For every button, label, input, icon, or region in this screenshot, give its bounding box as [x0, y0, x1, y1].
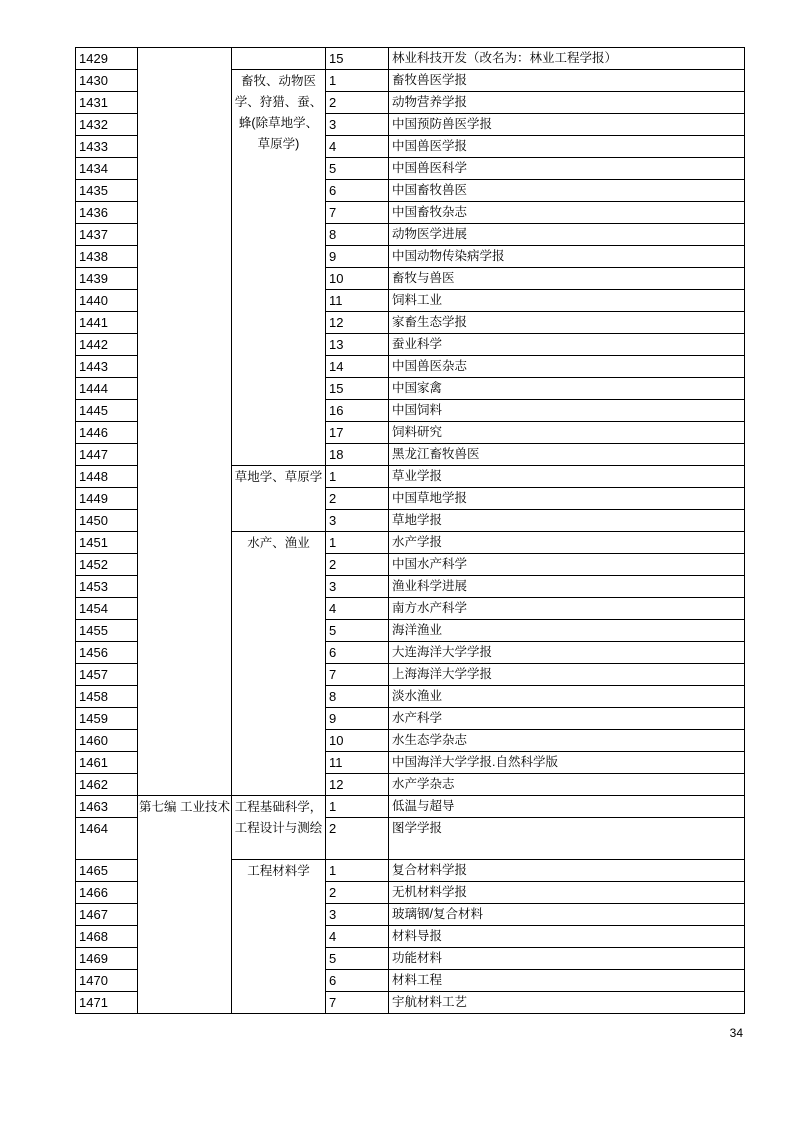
sequence-number: 11 — [326, 752, 389, 774]
journal-title: 草地学报 — [389, 510, 745, 532]
row-number: 1461 — [76, 752, 138, 774]
journal-title: 中国兽医杂志 — [389, 356, 745, 378]
sequence-number: 16 — [326, 400, 389, 422]
journal-title: 复合材料学报 — [389, 860, 745, 882]
journal-title: 中国畜牧杂志 — [389, 202, 745, 224]
journal-title: 中国家禽 — [389, 378, 745, 400]
row-number: 1456 — [76, 642, 138, 664]
journal-title: 畜牧与兽医 — [389, 268, 745, 290]
journal-title: 水产学报 — [389, 532, 745, 554]
journal-title: 南方水产科学 — [389, 598, 745, 620]
sequence-number: 10 — [326, 730, 389, 752]
sequence-number: 2 — [326, 818, 389, 860]
journal-title: 水产学杂志 — [389, 774, 745, 796]
row-number: 1458 — [76, 686, 138, 708]
row-number: 1459 — [76, 708, 138, 730]
row-number: 1452 — [76, 554, 138, 576]
row-number: 1432 — [76, 114, 138, 136]
sequence-number: 4 — [326, 136, 389, 158]
subject-category-cell: 工程材料学 — [232, 860, 326, 1014]
journal-title: 无机材料学报 — [389, 882, 745, 904]
journal-title: 材料导报 — [389, 926, 745, 948]
journal-title: 宇航材料工艺 — [389, 992, 745, 1014]
row-number: 1430 — [76, 70, 138, 92]
subject-category-cell: 草地学、草原学 — [232, 466, 326, 532]
sequence-number: 5 — [326, 158, 389, 180]
journal-title: 饲料工业 — [389, 290, 745, 312]
row-number: 1445 — [76, 400, 138, 422]
journal-title: 功能材料 — [389, 948, 745, 970]
row-number: 1471 — [76, 992, 138, 1014]
journal-title: 淡水渔业 — [389, 686, 745, 708]
journal-title: 家畜生态学报 — [389, 312, 745, 334]
sequence-number: 9 — [326, 246, 389, 268]
row-number: 1463 — [76, 796, 138, 818]
row-number: 1468 — [76, 926, 138, 948]
journal-title: 中国动物传染病学报 — [389, 246, 745, 268]
sequence-number: 7 — [326, 202, 389, 224]
row-number: 1448 — [76, 466, 138, 488]
sequence-number: 1 — [326, 70, 389, 92]
row-number: 1431 — [76, 92, 138, 114]
row-number: 1465 — [76, 860, 138, 882]
sequence-number: 18 — [326, 444, 389, 466]
row-number: 1429 — [76, 48, 138, 70]
row-number: 1462 — [76, 774, 138, 796]
sequence-number: 2 — [326, 882, 389, 904]
sequence-number: 12 — [326, 774, 389, 796]
sequence-number: 1 — [326, 860, 389, 882]
row-number: 1467 — [76, 904, 138, 926]
journal-title: 林业科技开发（改名为：林业工程学报） — [389, 48, 745, 70]
journal-title: 动物营养学报 — [389, 92, 745, 114]
subject-category-cell: 水产、渔业 — [232, 532, 326, 796]
subject-category-cell — [232, 48, 326, 70]
row-number: 1442 — [76, 334, 138, 356]
row-number: 1454 — [76, 598, 138, 620]
journal-title: 玻璃钢/复合材料 — [389, 904, 745, 926]
journal-title: 水生态学杂志 — [389, 730, 745, 752]
journal-title: 渔业科学进展 — [389, 576, 745, 598]
journal-title: 蚕业科学 — [389, 334, 745, 356]
row-number: 1460 — [76, 730, 138, 752]
sequence-number: 5 — [326, 620, 389, 642]
journal-title: 中国水产科学 — [389, 554, 745, 576]
sequence-number: 15 — [326, 378, 389, 400]
sequence-number: 4 — [326, 598, 389, 620]
row-number: 1440 — [76, 290, 138, 312]
journal-title: 海洋渔业 — [389, 620, 745, 642]
sequence-number: 8 — [326, 686, 389, 708]
sequence-number: 10 — [326, 268, 389, 290]
journal-title: 中国兽医科学 — [389, 158, 745, 180]
journal-title: 上海海洋大学学报 — [389, 664, 745, 686]
journal-title: 低温与超导 — [389, 796, 745, 818]
row-number: 1451 — [76, 532, 138, 554]
row-number: 1447 — [76, 444, 138, 466]
sequence-number: 13 — [326, 334, 389, 356]
journal-title: 中国草地学报 — [389, 488, 745, 510]
journal-title: 中国海洋大学学报.自然科学版 — [389, 752, 745, 774]
row-number: 1466 — [76, 882, 138, 904]
subject-category-cell: 工程基础科学，工程设计与测绘 — [232, 796, 326, 860]
section-cell — [138, 48, 232, 796]
row-number: 1455 — [76, 620, 138, 642]
sequence-number: 3 — [326, 904, 389, 926]
row-number: 1470 — [76, 970, 138, 992]
sequence-number: 17 — [326, 422, 389, 444]
row-number: 1441 — [76, 312, 138, 334]
row-number: 1457 — [76, 664, 138, 686]
subject-category-cell: 畜牧、动物医学、狩猎、蚕、蜂(除草地学、草原学) — [232, 70, 326, 466]
row-number: 1444 — [76, 378, 138, 400]
row-number: 1434 — [76, 158, 138, 180]
sequence-number: 5 — [326, 948, 389, 970]
row-number: 1464 — [76, 818, 138, 860]
row-number: 1435 — [76, 180, 138, 202]
journal-table — [75, 47, 745, 1014]
sequence-number: 3 — [326, 576, 389, 598]
sequence-number: 3 — [326, 114, 389, 136]
row-number: 1438 — [76, 246, 138, 268]
table-row — [76, 48, 745, 70]
sequence-number: 2 — [326, 488, 389, 510]
journal-title: 中国饲料 — [389, 400, 745, 422]
journal-title: 饲料研究 — [389, 422, 745, 444]
journal-title: 草业学报 — [389, 466, 745, 488]
journal-title: 中国预防兽医学报 — [389, 114, 745, 136]
sequence-number: 6 — [326, 180, 389, 202]
sequence-number: 12 — [326, 312, 389, 334]
sequence-number: 6 — [326, 970, 389, 992]
sequence-number: 6 — [326, 642, 389, 664]
journal-title: 动物医学进展 — [389, 224, 745, 246]
sequence-number: 14 — [326, 356, 389, 378]
journal-title: 中国兽医学报 — [389, 136, 745, 158]
row-number: 1433 — [76, 136, 138, 158]
sequence-number: 2 — [326, 554, 389, 576]
row-number: 1437 — [76, 224, 138, 246]
sequence-number: 3 — [326, 510, 389, 532]
row-number: 1449 — [76, 488, 138, 510]
journal-title: 中国畜牧兽医 — [389, 180, 745, 202]
sequence-number: 7 — [326, 664, 389, 686]
sequence-number: 11 — [326, 290, 389, 312]
sequence-number: 15 — [326, 48, 389, 70]
sequence-number: 1 — [326, 466, 389, 488]
journal-title: 大连海洋大学学报 — [389, 642, 745, 664]
journal-title: 黑龙江畜牧兽医 — [389, 444, 745, 466]
sequence-number: 1 — [326, 532, 389, 554]
row-number: 1436 — [76, 202, 138, 224]
table-row — [76, 796, 745, 818]
journal-table-body — [76, 48, 745, 1014]
sequence-number: 2 — [326, 92, 389, 114]
row-number: 1453 — [76, 576, 138, 598]
row-number: 1469 — [76, 948, 138, 970]
journal-title: 图学学报 — [389, 818, 745, 860]
page-number: 34 — [729, 1026, 743, 1040]
journal-title: 畜牧兽医学报 — [389, 70, 745, 92]
journal-title: 水产科学 — [389, 708, 745, 730]
sequence-number: 9 — [326, 708, 389, 730]
journal-title: 材料工程 — [389, 970, 745, 992]
sequence-number: 4 — [326, 926, 389, 948]
sequence-number: 1 — [326, 796, 389, 818]
section-cell: 第七编 工业技术 — [138, 796, 232, 1014]
row-number: 1446 — [76, 422, 138, 444]
row-number: 1450 — [76, 510, 138, 532]
row-number: 1439 — [76, 268, 138, 290]
sequence-number: 7 — [326, 992, 389, 1014]
sequence-number: 8 — [326, 224, 389, 246]
row-number: 1443 — [76, 356, 138, 378]
